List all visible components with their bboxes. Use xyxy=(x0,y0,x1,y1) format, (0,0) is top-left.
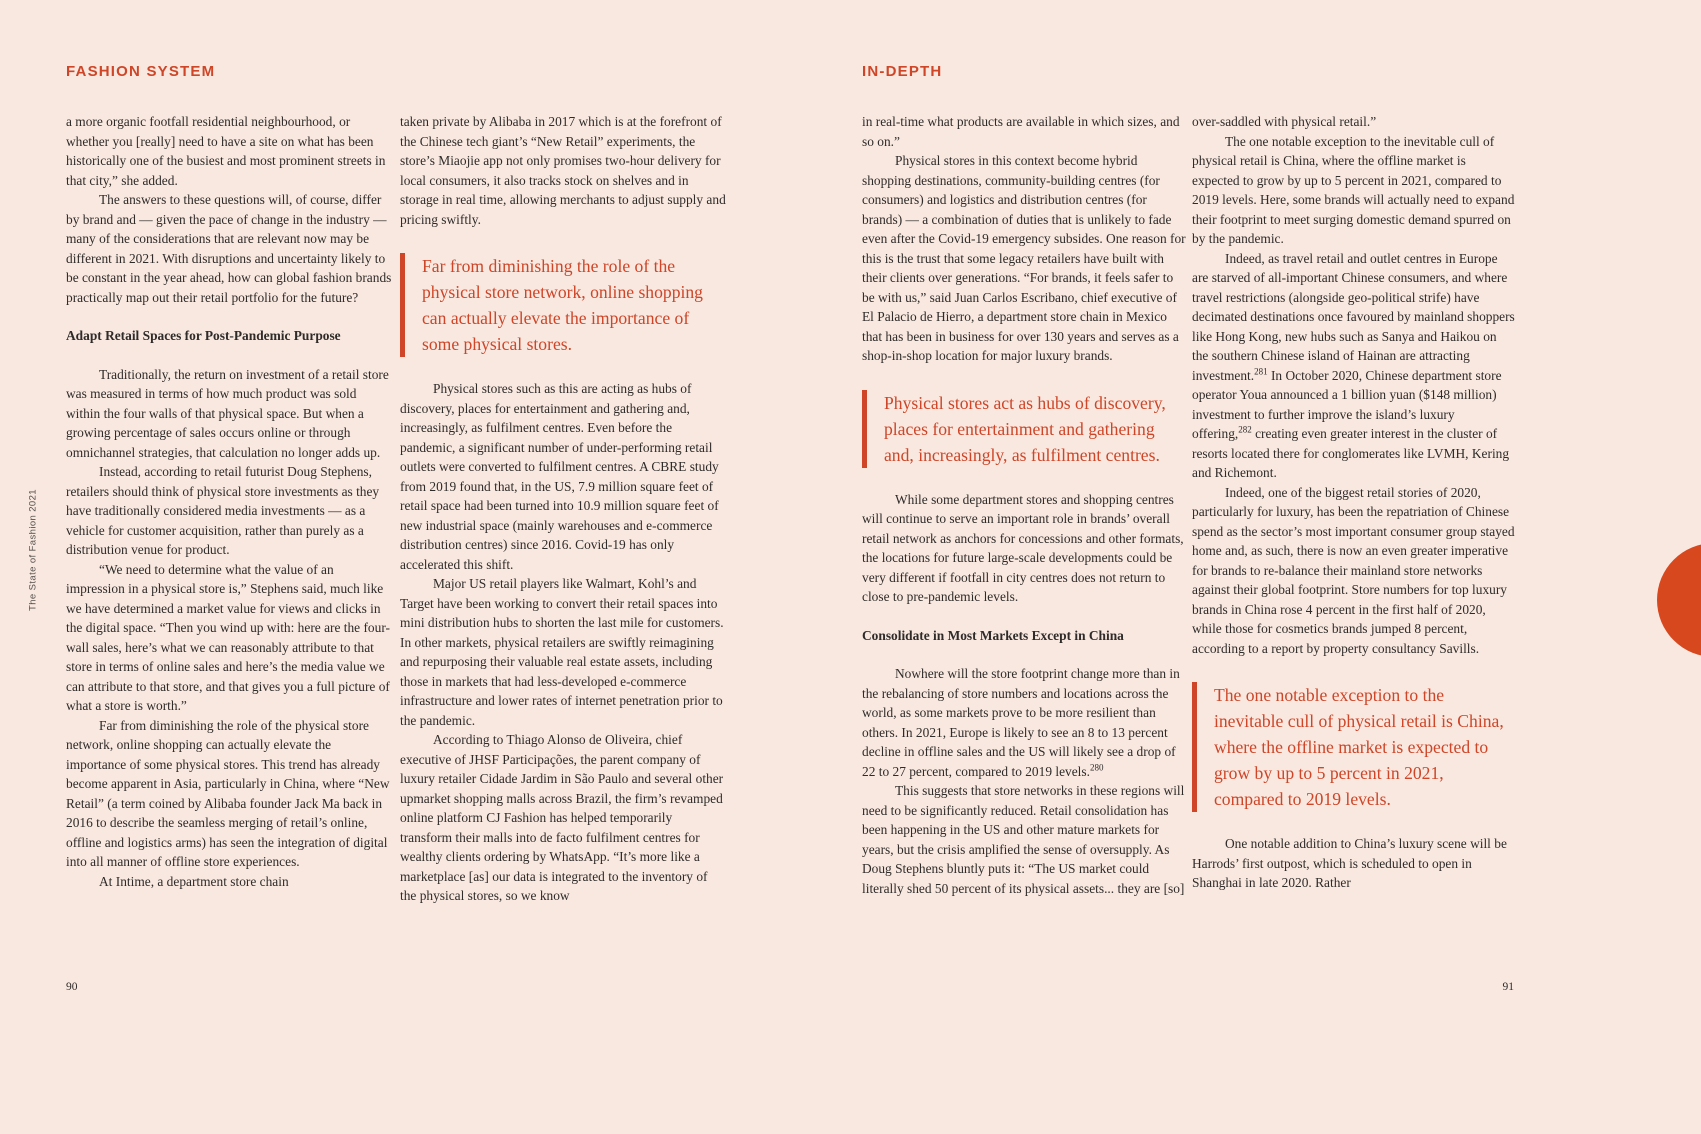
body-paragraph: a more organic footfall residential neighbourhood, or whether you [really] need to have a site on what has been historically one of the busiest and most prominent streets in that city,” she added. xyxy=(66,114,386,188)
right-page-column-1 xyxy=(862,112,1188,972)
left-page-column-2 xyxy=(400,112,726,972)
body-paragraph: Major US retail players like Walmart, Kohl’s and Target have been working to convert their retail spaces into mini distribution hubs to shorten the last mile for customers. In other markets, physical retailers are swiftly reimagining and repurposing their valuable real estate assets, including those in markets that had less-developed e-commerce infrastructure and lower rates of internet penetration prior to the pandemic. xyxy=(400,576,724,728)
body-paragraph: Physical stores in this context become hybrid shopping destinations, community-building centres (for consumers) and logistics and distribution centres (for brands) — a combination of duties that is unlikely to fade even after the Covid-19 emergency subsides. One reason for this is the trust that some legacy retailers have built with their clients over generations. “For brands, it feels safer to be with us,” said Juan Carlos Escribano, chief executive of El Palacio de Hierro, a department store chain in Mexico that has been in business for over 130 years and serves as a shop-in-shop location for major luxury brands. xyxy=(862,153,1186,363)
right-page-header: IN-DEPTH xyxy=(862,63,943,80)
body-paragraph: The answers to these questions will, of course, differ by brand and — given the pace of change in the industry — many of the considerations that are relevant now may be different in 2021. With disruptions and uncertainty likely to be constant in the year ahead, how can global fashion brands practically map out their retail portfolio for the future? xyxy=(66,192,392,305)
body-paragraph: taken private by Alibaba in 2017 which is at the forefront of the Chinese tech giant’s “New Retail” experiments, the store’s Miaojie app not only promises two-hour delivery for local consumers, it also tracks stock on shelves and in storage in real time, allowing merchants to adjust supply and pricing swiftly. xyxy=(400,114,726,227)
body-paragraph: Indeed, one of the biggest retail stories of 2020, particularly for luxury, has been the repatriation of Chinese spend as the sector’s most important consumer group stayed home and, as such, there is now an even greater imperative for brands to re-balance their mainland store networks against their global footprint. Store numbers for top luxury brands in China rose 4 percent in the first half of 2020, while those for cosmetics brands jumped 8 percent, according to a report by property consultancy Savills. xyxy=(1192,484,1515,656)
decorative-edge-circle xyxy=(1657,543,1701,657)
spine-report-title: The State of Fashion 2021 xyxy=(27,489,39,611)
body-paragraph: While some department stores and shopping centres will continue to serve an important role in brands’ overall retail network as anchors for concessions and other formats, the locations for future large-scale developments could be very different if footfall in city centres does not return to close to pre-pandemic levels. xyxy=(862,491,1184,604)
section-subhead: Adapt Retail Spaces for Post-Pandemic Purpose xyxy=(66,328,341,343)
pull-quote: The one notable exception to the inevitable cull of physical retail is China, where the offline market is expected to grow by up to 5 percent in 2021, compared to 2019 levels. xyxy=(1192,682,1516,812)
right-page-column-2 xyxy=(1192,112,1516,972)
body-paragraph: Indeed, as travel retail and outlet centres in Europe are starved of all-important Chinese consumers, and where travel restrictions (alongside geo-political strife) have decimated destinations once favoured by mainland shoppers like Hong Kong, new hubs such as Sanya and Haikou on the southern Chinese island of Hainan are attracting investment.$^{281}$ In October 2020, Chinese department store operator Youa announced a 1 billion yuan ($148 million) investment to further improve the island’s luxury offering,$^{282}$ creating even greater interest in the cluster of resorts located there for conglomerates like LVMH, Kering and Richemont. xyxy=(1192,250,1515,480)
body-paragraph: over-saddled with physical retail.” xyxy=(1192,114,1377,129)
body-paragraph: Far from diminishing the role of the physical store network, online shopping can actually elevate the importance of some physical stores. This trend has already become apparent in Asia, particularly in China, where “New Retail” (a term coined by Alibaba founder Jack Ma back in 2016 to describe the seamless merging of retail’s online, offline and logistics arms) has seen the integration of digital into all manner of offline store experiences. xyxy=(66,717,390,869)
footnote-reference: 280 xyxy=(1089,762,1104,773)
right-page-number: 91 xyxy=(1502,981,1514,993)
footnote-reference: 282 xyxy=(1238,424,1252,435)
body-paragraph: Instead, according to retail futurist Doug Stephens, retailers should think of physical store investments as they have traditionally considered media investments — as a vehicle for customer acquisition, rather than purely as a distribution venue for product. xyxy=(66,464,380,557)
body-paragraph: At Intime, a department store chain xyxy=(99,873,289,889)
body-paragraph: Traditionally, the return on investment of a retail store was measured in terms of how much product was sold within the four walls of that physical space. But when a growing percentage of sales occurs online or through omnichannel strategies, that calculation no longer adds up. xyxy=(66,366,389,460)
left-page-header: FASHION SYSTEM xyxy=(66,63,216,80)
body-paragraph: This suggests that store networks in these regions will need to be significantly reduced. Retail consolidation has been happening in the US and other mature markets for years, but the crisis amplified the sense of oversupply. As Doug Stephens bluntly puts it: “The US market could literally shed 50 percent of its physical assets... they are [so] xyxy=(862,783,1185,896)
body-paragraph: One notable addition to China’s luxury scene will be Harrods’ first outpost, which is scheduled to open in Shanghai in late 2020. Rather xyxy=(1192,836,1507,890)
body-paragraph: The one notable exception to the inevitable cull of physical retail is China, where the offline market is expected to grow by up to 5 percent in 2021, compared to 2019 levels. Here, some brands will actually need to expand their footprint to meet surging domestic demand spurred on by the pandemic. xyxy=(1192,133,1515,246)
left-page-column-1 xyxy=(66,112,392,972)
body-paragraph: Physical stores such as this are acting as hubs of discovery, places for entertainment and gathering and, increasingly, as fulfilment centres. Even before the pandemic, a significant number of under-performing retail outlets were converted to fulfilment centres. A CBRE study from 2019 found that, in the US, 7.9 million square feet of retail space had been turned into 10.9 million square feet of new industrial space (mainly warehouses and e-commerce distribution centres) since 2016. Covid-19 has only accelerated this shift. xyxy=(400,381,719,572)
left-page-number: 90 xyxy=(66,981,78,993)
body-paragraph: in real-time what products are available in which sizes, and so on.” xyxy=(862,114,1180,149)
pull-quote: Far from diminishing the role of the physical store network, online shopping can actually elevate the importance of some physical stores. xyxy=(400,253,726,357)
body-paragraph: “We need to determine what the value of an impression in a physical store is,” Stephens said, much like we have determined a market value for views and clicks in the digital space. “Then you wind up with: here are the four-wall sales, here’s what we can reasonably attribute to that store in terms of online sales and here’s the media value we can attribute to that store, and that gives you a full picture of what a store is worth.” xyxy=(66,561,390,713)
body-paragraph: Nowhere will the store footprint change more than in the rebalancing of store numbers and locations across the world, as some markets prove to be more resilient than others. In 2021, Europe is likely to see an 8 to 13 percent decline in offline sales and the US will likely see a drop of 22 to 27 percent, compared to 2019 levels.$^{280}$ xyxy=(862,666,1180,779)
footnote-reference: 281 xyxy=(1254,366,1268,377)
body-paragraph: According to Thiago Alonso de Oliveira, chief executive of JHSF Participações, the parent company of luxury retailer Cidade Jardim in São Paulo and several other upmarket shopping malls across Brazil, the firm’s revamped online platform CJ Fashion has helped temporarily transform their malls into de facto fulfilment centres for wealthy clients ordering by WhatsApp. “It’s more like a marketplace [as] our data is integrated to the inventory of the physical stores, so we know xyxy=(400,732,724,903)
section-subhead: Consolidate in Most Markets Except in China xyxy=(862,627,1124,643)
pull-quote: Physical stores act as hubs of discovery, places for entertainment and gathering and, increasingly, as fulfilment centres. xyxy=(862,390,1188,468)
